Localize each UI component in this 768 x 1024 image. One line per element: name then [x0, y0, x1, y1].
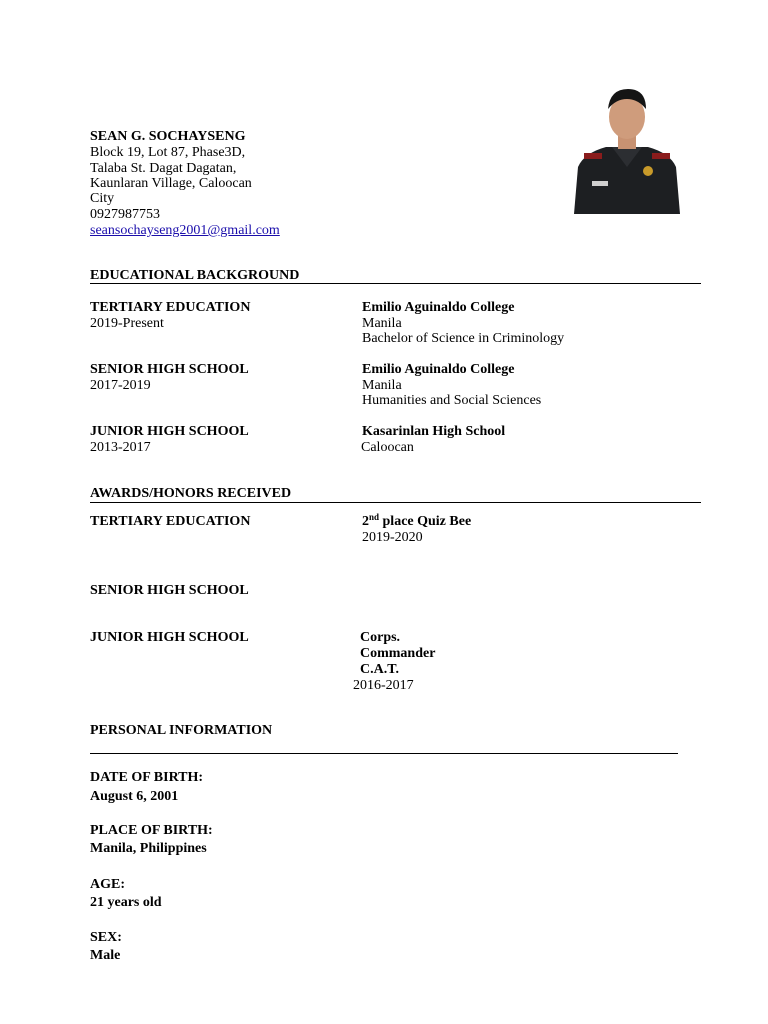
field-value: 21 years old — [90, 895, 162, 910]
school-name: Kasarinlan High School — [362, 424, 506, 439]
award-title: 2nd place Quiz Bee — [362, 512, 472, 529]
address-line: City — [90, 191, 115, 206]
phone-number: 0927987753 — [90, 207, 160, 222]
school-program: Humanities and Social Sciences — [362, 393, 542, 408]
awards-heading: AWARDS/HONORS RECEIVED — [90, 486, 292, 501]
education-level: TERTIARY EDUCATION — [90, 300, 251, 315]
applicant-name: SEAN G. SOCHAYSENG — [90, 129, 246, 144]
address-line: Talaba St. Dagat Dagatan, — [90, 161, 237, 176]
school-name: Emilio Aguinaldo College — [362, 300, 515, 315]
school-location: Caloocan — [361, 440, 414, 455]
education-years: 2013-2017 — [90, 440, 151, 455]
field-label: DATE OF BIRTH: — [90, 770, 204, 785]
award-level: JUNIOR HIGH SCHOOL — [90, 630, 249, 645]
address-line: Kaunlaran Village, Caloocan — [90, 176, 252, 191]
person-photo-icon — [572, 87, 682, 214]
field-label: AGE: — [90, 877, 125, 892]
education-years: 2019-Present — [90, 316, 164, 331]
personal-heading: PERSONAL INFORMATION — [90, 723, 273, 738]
field-value: Male — [90, 948, 121, 963]
section-divider — [90, 753, 678, 754]
award-level: SENIOR HIGH SCHOOL — [90, 583, 249, 598]
award-title-line: Commander — [360, 646, 436, 661]
award-title-line: C.A.T. — [360, 662, 400, 677]
field-label: SEX: — [90, 930, 122, 945]
award-years: 2016-2017 — [353, 678, 414, 693]
award-title-line: Corps. — [360, 630, 401, 645]
education-years: 2017-2019 — [90, 378, 151, 393]
field-value: Manila, Philippines — [90, 841, 207, 856]
award-years: 2019-2020 — [362, 530, 423, 545]
school-program: Bachelor of Science in Criminology — [362, 331, 565, 346]
email-link[interactable]: seansochayseng2001@gmail.com — [90, 223, 280, 238]
profile-photo — [572, 87, 682, 214]
section-divider — [90, 502, 701, 503]
school-location: Manila — [362, 316, 402, 331]
education-heading: EDUCATIONAL BACKGROUND — [90, 268, 300, 283]
field-label: PLACE OF BIRTH: — [90, 823, 213, 838]
award-level: TERTIARY EDUCATION — [90, 514, 251, 529]
school-name: Emilio Aguinaldo College — [362, 362, 515, 377]
address-line: Block 19, Lot 87, Phase3D, — [90, 145, 246, 160]
section-divider — [90, 283, 701, 284]
education-level: SENIOR HIGH SCHOOL — [90, 362, 249, 377]
field-value: August 6, 2001 — [90, 789, 179, 804]
school-location: Manila — [362, 378, 402, 393]
education-level: JUNIOR HIGH SCHOOL — [90, 424, 249, 439]
